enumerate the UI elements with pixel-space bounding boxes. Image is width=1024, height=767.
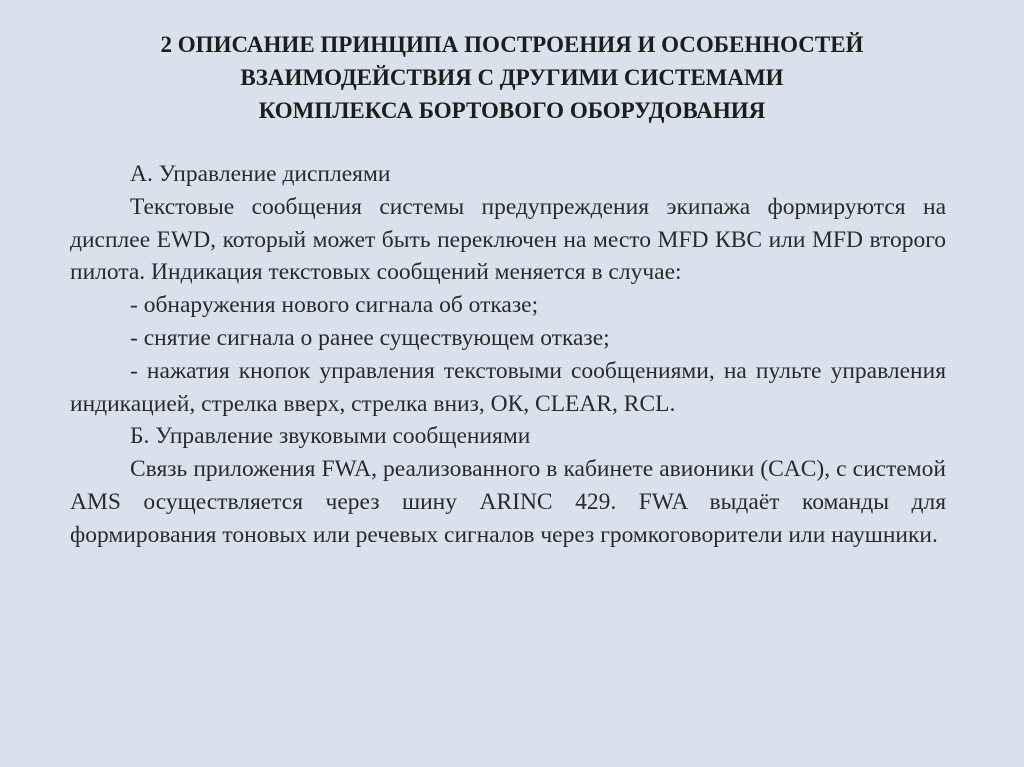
section-a-heading: А. Управление дисплеями xyxy=(130,161,391,187)
section-b-text: Связь приложения FWA, реализованного в кабинете авионики (CAC), с системой AMS осуществляется через шину ARINC 429. FWA выдаёт команды для формирования тоновых или речевых сигналов через громкоговорители или наушники. xyxy=(70,456,946,548)
section-a-intro: Текстовые сообщения системы предупреждения экипажа формируются на дисплее EWD, который может быть переключен на место MFD КВС или MFD второго пилота. Индикация текстовых сообщений меняется в случае: xyxy=(70,193,946,286)
title-line-2: ВЗАИМОДЕЙСТВИЯ С ДРУГИМИ СИСТЕМАМИ xyxy=(240,65,784,90)
list-item-1: - обнаружения нового сигнала об отказе; xyxy=(130,292,539,319)
slide-title xyxy=(40,28,984,127)
list-item-2: - снятие сигнала о ранее существующем отказе; xyxy=(130,324,610,351)
list-item-3: - нажатия кнопок управления текстовыми сообщениями, на пульте управления индикацией, стрелка вверх, стрелка вниз, ОК, CLEAR, RCL. xyxy=(70,357,946,417)
section-b-heading: Б. Управление звуковыми сообщениями xyxy=(130,423,531,450)
title-line-3: КОМПЛЕКСА БОРТОВОГО ОБОРУДОВАНИЯ xyxy=(258,98,766,123)
title-line-1: 2 ОПИСАНИЕ ПРИНЦИПА ПОСТРОЕНИЯ И ОСОБЕННОСТЕЙ xyxy=(160,32,864,57)
slide-body xyxy=(70,158,946,552)
